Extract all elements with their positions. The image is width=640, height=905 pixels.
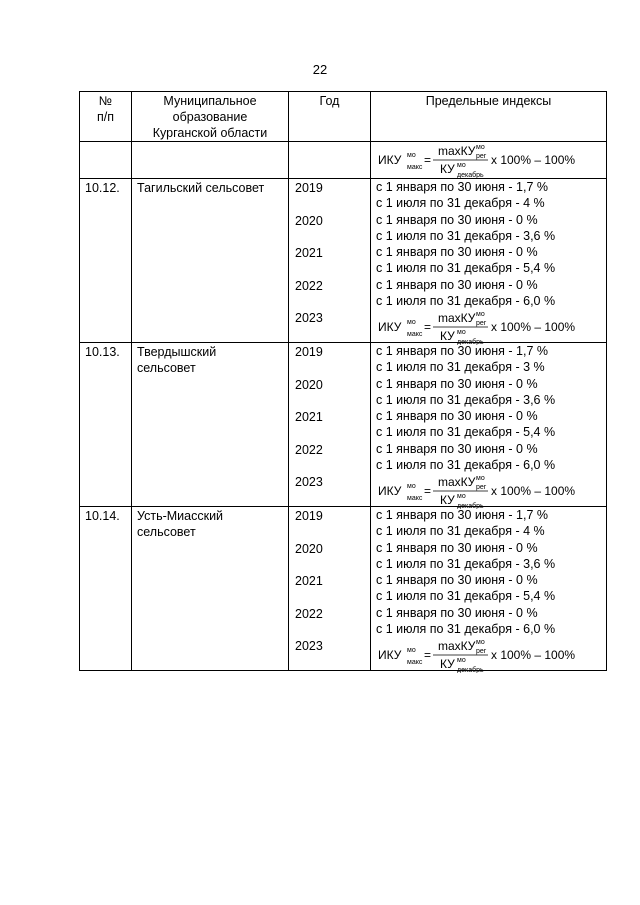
- formula-tail: x 100% – 100%: [491, 153, 576, 167]
- table-row: [80, 343, 607, 507]
- year-label: 2021: [295, 574, 323, 588]
- formula-denominator: КУ: [440, 329, 455, 343]
- index-line: с 1 января по 30 июня - 0 %: [376, 540, 538, 555]
- index-line: с 1 июля по 31 декабря - 3,6 %: [376, 556, 556, 571]
- row-formula: [376, 637, 606, 673]
- formula-lhs: ИКУ: [378, 484, 402, 498]
- index-line: с 1 июля по 31 декабря - 5,4 %: [376, 425, 556, 440]
- index-line: с 1 января по 30 июня - 1,7 %: [376, 344, 548, 358]
- index-line: с 1 июля по 31 декабря - 3,6 %: [376, 392, 556, 407]
- formula-lhs-sub: макс: [407, 164, 423, 171]
- formula-den-sup: мо: [457, 493, 466, 500]
- header-municipality: [132, 92, 289, 142]
- index-line: с 1 января по 30 июня - 1,7 %: [376, 180, 548, 194]
- header-text-2: Год: [319, 94, 340, 108]
- formula-num-sub: рег: [476, 320, 487, 327]
- formula-numerator: maxКУ: [438, 475, 476, 489]
- formula-den-sup: мо: [457, 162, 466, 169]
- formula-numerator: maxКУ: [438, 311, 476, 325]
- formula-tail: x 100% – 100%: [491, 484, 576, 498]
- index-line: с 1 июля по 31 декабря - 4 %: [376, 196, 545, 211]
- index-line: с 1 января по 30 июня - 0 %: [376, 212, 538, 227]
- formula-denominator: КУ: [440, 162, 455, 176]
- formula-tail: x 100% – 100%: [491, 648, 576, 662]
- header-text-3: Предельные индексы: [425, 94, 552, 108]
- year-label: 2019: [295, 345, 323, 359]
- svg-text:=: =: [424, 648, 432, 662]
- formula-num-sup: мо: [476, 311, 485, 318]
- row-number: 10.13.: [80, 343, 132, 507]
- formula-numerator: maxКУ: [438, 144, 476, 158]
- formula-cell: [371, 142, 607, 179]
- index-line: с 1 июля по 31 декабря - 3 %: [376, 360, 545, 375]
- year-label: 2020: [295, 541, 323, 556]
- year-label: 2021: [295, 246, 323, 260]
- index-line: с 1 января по 30 июня - 0 %: [376, 605, 538, 620]
- year-label: 2019: [295, 181, 323, 195]
- year-label: 2023: [295, 475, 323, 489]
- table-row: [80, 507, 607, 671]
- formula: [378, 309, 598, 345]
- formula: [378, 142, 598, 178]
- formula-num-sub: рег: [476, 484, 487, 491]
- table-row: [80, 179, 607, 343]
- header-year: [289, 92, 371, 142]
- index-line: с 1 января по 30 июня - 1,7 %: [376, 508, 548, 522]
- formula-num-sup: мо: [476, 639, 485, 646]
- index-line: с 1 июля по 31 декабря - 4 %: [376, 524, 545, 539]
- formula-num-sup: мо: [476, 475, 485, 482]
- year-label: 2020: [295, 377, 323, 392]
- svg-text:=: =: [424, 484, 432, 498]
- row-formula: [376, 473, 606, 509]
- index-line: с 1 июля по 31 декабря - 6,0 %: [376, 457, 556, 472]
- formula-lhs-sub: макс: [407, 495, 423, 502]
- row-number: 10.12.: [80, 179, 132, 343]
- formula-lhs-sup: мо: [407, 483, 416, 490]
- formula-den-sub: декабрь: [457, 667, 484, 673]
- formula-num-sub: рег: [476, 648, 487, 655]
- formula-lhs-sub: макс: [407, 659, 423, 666]
- formula-lhs-sub: макс: [407, 331, 423, 338]
- formula-numerator: maxКУ: [438, 639, 476, 653]
- year-label: 2022: [295, 606, 323, 621]
- formula-den-sub: декабрь: [457, 503, 484, 509]
- year-label: 2023: [295, 311, 323, 325]
- formula-den-sub: декабрь: [457, 339, 484, 345]
- index-line: с 1 января по 30 июня - 0 %: [376, 245, 538, 259]
- formula-denominator: КУ: [440, 493, 455, 507]
- year-label: 2022: [295, 442, 323, 457]
- formula-lhs: ИКУ: [378, 153, 402, 167]
- formula-lhs: ИКУ: [378, 648, 402, 662]
- year-label: 2019: [295, 509, 323, 523]
- formula-lhs-sup: мо: [407, 647, 416, 654]
- indices-cell: [371, 507, 607, 671]
- index-line: с 1 июля по 31 декабря - 6,0 %: [376, 621, 556, 636]
- indices-cell: [371, 343, 607, 507]
- svg-text:=: =: [424, 153, 432, 167]
- index-line: с 1 июля по 31 декабря - 5,4 %: [376, 261, 556, 276]
- year-label: 2023: [295, 639, 323, 653]
- header-indices: [371, 92, 607, 142]
- years-cell: [289, 343, 371, 507]
- svg-text:=: =: [424, 320, 432, 334]
- formula-lhs-sup: мо: [407, 152, 416, 159]
- year-label: 2020: [295, 213, 323, 228]
- formula-num-sub: рег: [476, 153, 487, 160]
- formula-tail: x 100% – 100%: [491, 320, 576, 334]
- page-number: 22: [312, 62, 328, 77]
- formula-denominator: КУ: [440, 657, 455, 671]
- index-line: с 1 января по 30 июня - 0 %: [376, 409, 538, 423]
- formula: [378, 637, 598, 673]
- municipality-name: Усть-Миасский сельсовет: [132, 507, 289, 671]
- index-line: с 1 июля по 31 декабря - 5,4 %: [376, 589, 556, 604]
- limit-indices-table: [79, 91, 607, 671]
- formula-lhs: ИКУ: [378, 320, 402, 334]
- index-line: с 1 июля по 31 декабря - 3,6 %: [376, 228, 556, 243]
- municipality-name: Твердышский сельсовет: [132, 343, 289, 507]
- year-label: 2021: [295, 410, 323, 424]
- index-line: с 1 января по 30 июня - 0 %: [376, 441, 538, 456]
- municipality-name: Тагильский сельсовет: [132, 179, 289, 343]
- header-text-1: Муниципальное образование Курганской области: [152, 94, 268, 140]
- years-cell: [289, 179, 371, 343]
- header-text-0: № п/п: [96, 94, 114, 124]
- formula-lhs-sup: мо: [407, 319, 416, 326]
- years-cell: [289, 507, 371, 671]
- formula-den-sub: декабрь: [457, 172, 484, 178]
- index-line: с 1 января по 30 июня - 0 %: [376, 277, 538, 292]
- year-label: 2022: [295, 278, 323, 293]
- index-line: с 1 января по 30 июня - 0 %: [376, 376, 538, 391]
- formula-row: [80, 142, 607, 179]
- row-number: 10.14.: [80, 507, 132, 671]
- formula-den-sup: мо: [457, 329, 466, 336]
- formula: [378, 473, 598, 509]
- row-formula: [376, 309, 606, 345]
- index-line: с 1 января по 30 июня - 0 %: [376, 573, 538, 587]
- index-line: с 1 июля по 31 декабря - 6,0 %: [376, 293, 556, 308]
- indices-cell: [371, 179, 607, 343]
- formula-den-sup: мо: [457, 657, 466, 664]
- table-header-row: [80, 92, 607, 142]
- formula-num-sup: мо: [476, 144, 485, 151]
- header-number: [80, 92, 132, 142]
